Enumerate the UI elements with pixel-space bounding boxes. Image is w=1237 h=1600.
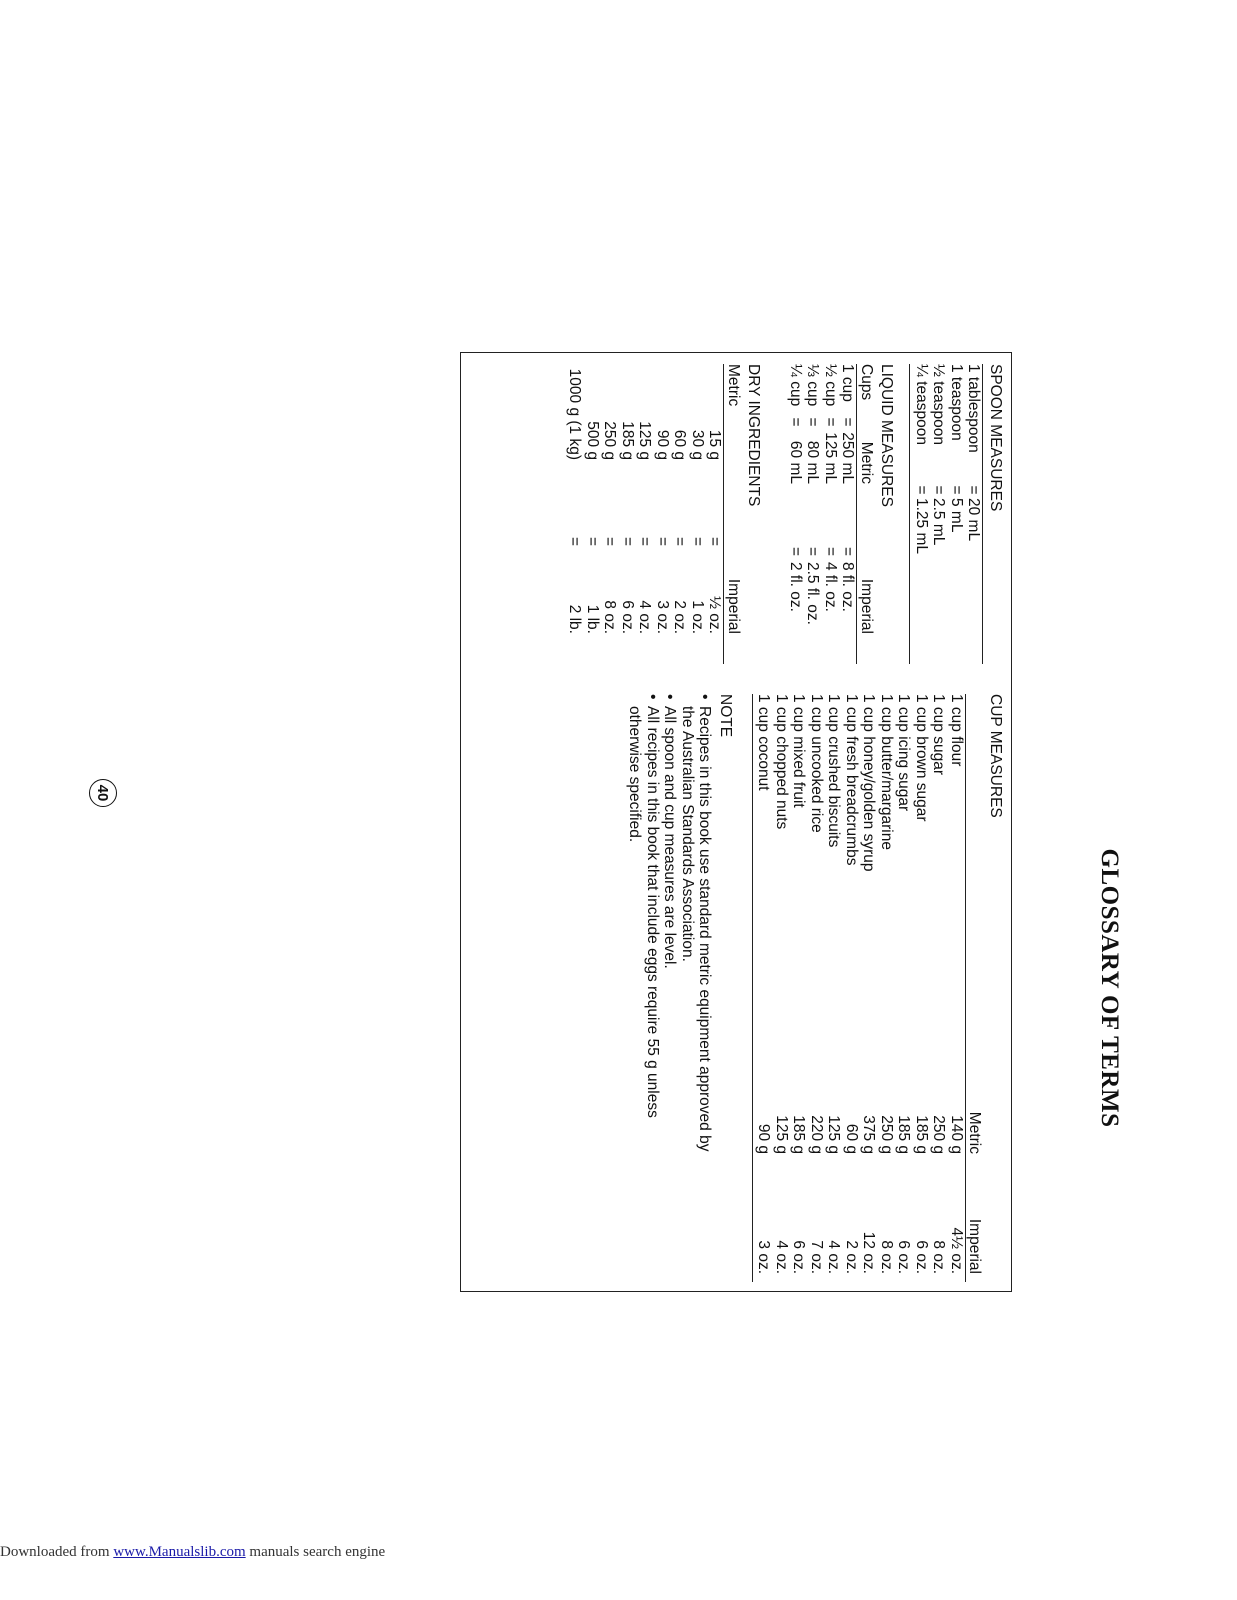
ingredient-name: 1 cup honey/golden syrup <box>860 694 878 872</box>
ingredient-name: 1 cup flour <box>948 694 965 767</box>
ingredient-name: 1 cup icing sugar <box>895 694 913 812</box>
spoon-name: 1 teaspoon <box>948 364 965 441</box>
equals-sign: = <box>965 485 983 495</box>
col-metric-label: Metric <box>858 441 875 484</box>
ingredient-name: 1 cup mixed fruit <box>790 694 808 808</box>
metric-value: 90 g <box>755 1123 773 1154</box>
imperial-value: 4 oz. <box>825 1240 843 1274</box>
equals-sign: = <box>636 536 654 546</box>
spoon-value: 1.25 mL <box>913 498 930 555</box>
ingredient-name: 1 cup brown sugar <box>913 694 930 822</box>
metric-value: 375 g <box>860 1115 878 1154</box>
metric-value: 15 g <box>706 429 724 460</box>
imperial-value: 8 fl. oz. <box>839 562 857 612</box>
imperial-value: 8 oz. <box>930 1240 948 1274</box>
ingredient-name: 1 cup butter/margarine <box>878 694 895 850</box>
metric-value: 125 g <box>636 421 654 460</box>
imperial-value: 4 fl. oz. <box>822 562 839 612</box>
metric-value: 250 mL <box>839 432 857 484</box>
metric-value: 90 g <box>654 429 671 460</box>
cup-measure-row <box>860 694 878 1282</box>
metric-value: 185 g <box>913 1115 930 1154</box>
spoon-name: ½ teaspoon <box>930 364 948 446</box>
dry-ingredient-row <box>689 364 707 664</box>
spoon-measure-row <box>930 364 948 664</box>
equals-sign: = <box>822 417 839 427</box>
cup-measure-row <box>773 694 791 1282</box>
spoon-measures-heading: SPOON MEASURES <box>983 364 1007 664</box>
note-item: • All recipes in this book that include eggs require 55 g unless otherwise specified. <box>626 694 661 1164</box>
equals-sign: = <box>787 546 804 556</box>
cup-measure-row <box>808 694 826 1282</box>
equals-sign: = <box>584 536 601 546</box>
equals-sign: = <box>839 546 857 556</box>
divider <box>910 364 911 664</box>
metric-value: 1000 g (1 kg) <box>566 368 584 460</box>
liquid-measures-table <box>787 364 857 664</box>
imperial-value: 1 oz. <box>689 600 706 634</box>
download-footer <box>0 1544 385 1562</box>
equals-sign: = <box>706 536 724 546</box>
imperial-value: ½ oz. <box>706 596 724 634</box>
liquid-measures-header <box>857 364 876 664</box>
glossary-content <box>464 358 1123 1288</box>
metric-value: 125 mL <box>822 432 839 484</box>
metric-value: 500 g <box>584 421 601 460</box>
note-section <box>626 694 736 1282</box>
left-column <box>554 364 1006 664</box>
cup-measure-row <box>825 694 843 1282</box>
ingredient-name: 1 cup chopped nuts <box>773 694 790 830</box>
ingredient-name: 1 cup uncooked rice <box>808 694 825 833</box>
metric-value: 250 g <box>601 421 619 460</box>
metric-value: 125 g <box>825 1115 843 1154</box>
equals-sign: = <box>930 485 948 495</box>
equals-sign: = <box>822 546 839 556</box>
equals-sign: = <box>948 485 965 495</box>
cup-measure-row <box>913 694 931 1282</box>
cup-amount: 1 cup <box>839 364 857 402</box>
equals-sign: = <box>804 546 822 556</box>
spoon-measure-row <box>965 364 983 664</box>
imperial-value: 2 fl. oz. <box>787 562 804 612</box>
cup-measure-row <box>843 694 861 1282</box>
cup-measure-row <box>895 694 913 1282</box>
liquid-measure-row <box>822 364 840 664</box>
imperial-value: 6 oz. <box>619 600 636 634</box>
dry-ingredient-row <box>636 364 654 664</box>
imperial-value: 2 lb. <box>566 604 584 634</box>
metric-value: 125 g <box>773 1115 790 1154</box>
ingredient-name: 1 cup crushed biscuits <box>825 694 843 848</box>
spoon-name: 1 tablespoon <box>965 364 983 453</box>
note-item: • All spoon and cup measures are level. <box>661 694 679 1164</box>
equals-sign: = <box>913 485 930 495</box>
metric-value: 60 g <box>843 1123 860 1154</box>
manualslib-link[interactable]: www.Manualslib.com <box>113 1544 246 1560</box>
cup-measure-row <box>930 694 948 1282</box>
imperial-value: 2 oz. <box>671 600 689 634</box>
imperial-value: 4 oz. <box>636 600 654 634</box>
imperial-value: 6 oz. <box>913 1240 930 1274</box>
dry-ingredient-row <box>706 364 724 664</box>
divider <box>752 694 753 1282</box>
metric-value: 60 mL <box>787 440 804 484</box>
metric-value: 185 g <box>619 421 636 460</box>
dry-ingredient-row <box>619 364 637 664</box>
equals-sign: = <box>689 536 706 546</box>
metric-value: 220 g <box>808 1115 825 1154</box>
imperial-value: 8 oz. <box>878 1240 895 1274</box>
imperial-value: 4 oz. <box>773 1240 790 1274</box>
imperial-value: 3 oz. <box>755 1240 773 1274</box>
spoon-value: 2.5 mL <box>930 498 948 546</box>
cup-amount: ⅓ cup <box>804 364 822 407</box>
metric-value: 80 mL <box>804 440 822 484</box>
spoon-measure-row <box>913 364 931 664</box>
imperial-value: 2.5 fl. oz. <box>804 562 822 625</box>
imperial-value: 7 oz. <box>808 1240 825 1274</box>
cup-measure-row <box>948 694 966 1282</box>
dry-ingredients-heading: DRY INGREDIENTS <box>745 364 763 507</box>
col-metric-label: Metric <box>725 364 742 407</box>
imperial-value: 6 oz. <box>790 1240 808 1274</box>
note-item: • Recipes in this book use standard metric equipment approved by the Australian Standards Association. <box>679 694 714 1164</box>
cup-measures-table <box>755 694 965 1282</box>
liquid-measures-section <box>787 364 898 664</box>
ingredient-name: 1 cup fresh breadcrumbs <box>843 694 860 866</box>
equals-sign: = <box>787 417 804 427</box>
imperial-value: 6 oz. <box>895 1240 913 1274</box>
dry-ingredient-row <box>601 364 619 664</box>
cup-amount: ½ cup <box>822 364 839 407</box>
equals-sign: = <box>671 536 689 546</box>
imperial-value: 1 lb. <box>584 604 601 634</box>
liquid-measure-row <box>787 364 805 664</box>
dry-ingredients-section <box>566 364 765 664</box>
equals-sign: = <box>601 536 619 546</box>
imperial-value: 3 oz. <box>654 600 671 634</box>
liquid-measure-row <box>839 364 857 664</box>
metric-value: 250 g <box>930 1115 948 1154</box>
dry-ingredients-table <box>566 364 724 664</box>
metric-value: 30 g <box>689 429 706 460</box>
cup-measures-heading: CUP MEASURES <box>987 694 1004 818</box>
metric-value: 140 g <box>948 1115 965 1154</box>
cup-measure-row <box>878 694 896 1282</box>
dry-ingredient-row <box>654 364 672 664</box>
spoon-measures-table <box>913 364 983 664</box>
cup-measures-section <box>752 694 1006 1282</box>
page-title: GLOSSARY OF TERMS <box>1096 848 1123 1128</box>
ingredient-name: 1 cup sugar <box>930 694 948 775</box>
spoon-measures-section <box>910 364 1007 664</box>
page-number: 40 <box>89 779 117 807</box>
col-imperial-label: Imperial <box>725 578 742 634</box>
equals-sign: = <box>566 536 584 546</box>
dry-ingredient-row <box>566 364 584 664</box>
cup-amount: ¼ cup <box>787 364 804 407</box>
col-cups-label: Cups <box>858 364 875 401</box>
equals-sign: = <box>654 536 671 546</box>
spoon-value: 20 mL <box>965 498 983 542</box>
equals-sign: = <box>839 417 857 427</box>
dry-ingredient-row <box>584 364 602 664</box>
metric-value: 185 g <box>895 1115 913 1154</box>
footer-prefix: Downloaded from <box>0 1544 114 1560</box>
note-list <box>626 694 714 1164</box>
spoon-measure-row <box>948 364 966 664</box>
ingredient-name: 1 cup coconut <box>755 694 773 791</box>
metric-value: 60 g <box>671 429 689 460</box>
cup-measure-row <box>755 694 773 1282</box>
metric-value: 185 g <box>790 1115 808 1154</box>
imperial-value: 2 oz. <box>843 1240 860 1274</box>
metric-value: 250 g <box>878 1115 895 1154</box>
imperial-value: 8 oz. <box>601 600 619 634</box>
col-imperial-label: Imperial <box>966 1218 984 1274</box>
col-imperial-label: Imperial <box>858 578 875 634</box>
imperial-value: 4½ oz. <box>948 1227 965 1274</box>
footer-suffix: manuals search engine <box>245 1544 386 1560</box>
cup-measure-row <box>790 694 808 1282</box>
equals-sign: = <box>619 536 636 546</box>
spoon-value: 5 mL <box>948 498 965 533</box>
imperial-value: 12 oz. <box>860 1231 878 1274</box>
note-heading: NOTE <box>717 694 734 738</box>
dry-ingredients-header <box>724 364 743 664</box>
right-column <box>614 694 1006 1282</box>
dry-ingredient-row <box>671 364 689 664</box>
col-metric-label: Metric <box>966 1111 984 1154</box>
liquid-measure-row <box>804 364 822 664</box>
spoon-name: ¼ teaspoon <box>913 364 930 446</box>
equals-sign: = <box>804 417 822 427</box>
liquid-measures-heading: LIQUID MEASURES <box>878 364 896 507</box>
cup-measures-header <box>965 694 984 1282</box>
